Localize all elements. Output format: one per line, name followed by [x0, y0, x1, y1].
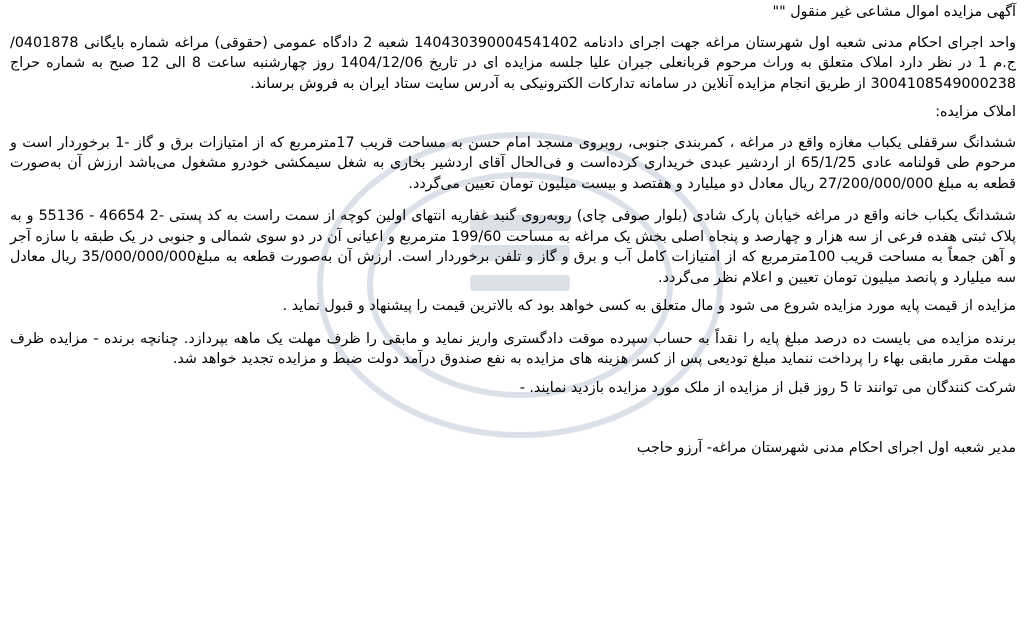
auction-rule-payment: برنده مزایده می بایست ده درصد مبلغ پایه را نقداً به حساب سپرده موقت دادگستری واریز نماید و مابقی را ظرف مهلت یک ماهه بپردازد. چنانچه برنده - مزایده ظرف مهلت مقرر مابقی بهاء را پرداخت ننماید مبلغ تودیعی پس از کسر هزینه های مزایده به نفع صندوق درآمد دولت ضبط و مزایده تجدید خواهد شد.	[10, 330, 1016, 367]
auction-rule-visit: شرکت کنندگان می توانند تا 5 روز قبل از مزایده از ملک مورد مزایده بازدید نمایند. -	[519, 379, 1016, 396]
items-heading: املاک مزایده:	[935, 104, 1016, 120]
auction-rule-starting-price: مزایده از قیمت پایه مورد مزایده شروع می شود و مال متعلق به کسی خواهد بود که بالاترین قیمت را پیشنهاد و قبول نماید .	[282, 298, 1016, 314]
auction-item-1: ششدانگ سرقفلی یکباب مغازه واقع در مراغه ، کمربندی جنوبی، روبروی مسجد امام حسن به مساحت قریب 17مترمربع که از امتیازات برق و گاز -1 برخوردار است و مرحوم طی قولنامه عادی 65/1/25 از اردشیر عبدی خریداری کرده‌است و فی‌الحال آقای اردشیر بخاری به شغل سیمکشی خودرو مشغول می‌باشد ارزش آن به‌صورت قطعه به مبلغ 27/200/000/000 ریال معادل دو میلیارد و هفتصد و بیست میلیون تومان تعیین می‌گردد.	[10, 134, 1017, 192]
notice-title: آگهی مزایده اموال مشاعی غیر منقول ""	[772, 4, 1016, 20]
auction-item-2: ششدانگ یکباب خانه واقع در مراغه خیابان پارک شادی (بلوار صوفی چای) روبه‌روی گنبد غفاریه انتهای اولین کوچه از سمت راست به کد پستی -2 46654 - 55136 و به پلاک ثبتی هفده فرعی از سه هزار و چهارصد و پنجاه اصلی بخش یک مراغه به مساحت 199/60 مترمربع و اعیانی آن در دو سوی شمالی و جنوبی در یک طبقه با سازه آجر و آهن جمعاً به مساحت قریب 100مترمربع که از امتیازات کامل آب و برق و گاز و تلفن برخوردار است. ارزش آن به‌صورت قطعه به مبلغ35/000/000/000 ریال معادل سه میلیارد و پانصد میلیون تومان تعیین و اعلام نظر می‌گردد.	[10, 208, 1016, 286]
notice-intro: واحد اجرای احکام مدنی شعبه اول شهرستان مراغه جهت اجرای دادنامه 140430390004541402 شعبه 2 دادگاه عمومی (حقوقی) مراغه شماره بایگانی 0401878/ج.م 1 در نظر دارد املاک متعلق به وراث مرحوم قربانعلی جیران علیا جلسه مزایده ای در تاریخ 1404/12/06 روز چهارشنبه ساعت 8 الی 12 صبح به شماره حراج 3004108549000238 از طریق انجام مزایده آنلاین در سامانه تدارکات الکترونیکی به آدرس سایت ستاد ایران به فروش برساند.	[10, 34, 1016, 92]
signature: مدیر شعبه اول اجرای احکام مدنی شهرستان مراغه- آرزو حاجب	[636, 440, 1016, 456]
